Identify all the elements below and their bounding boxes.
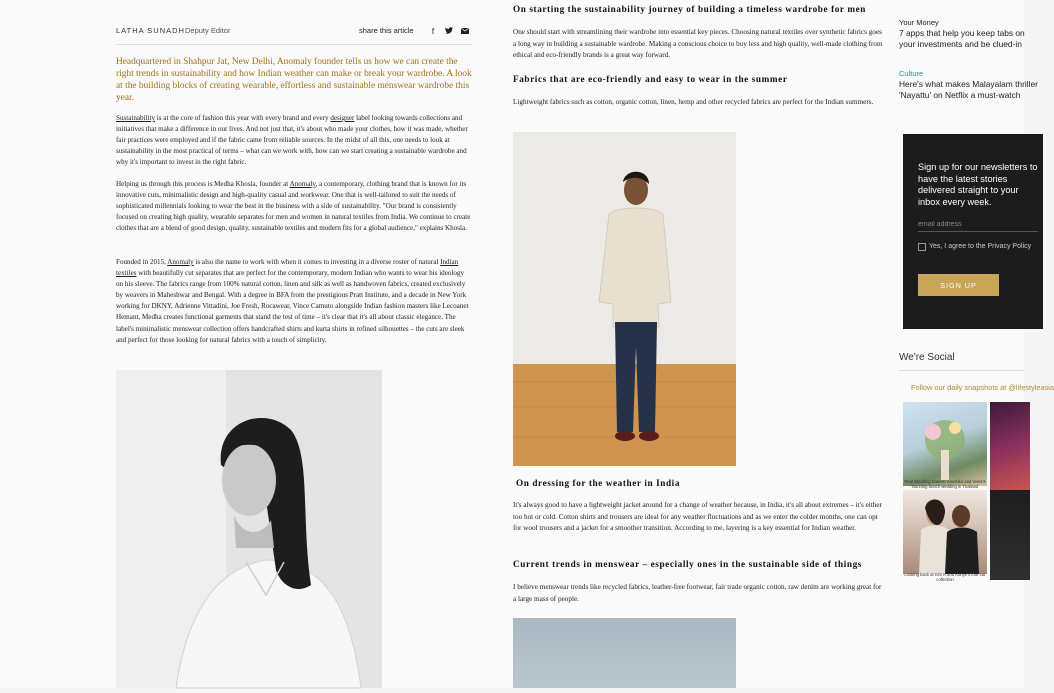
social-heading: We're Social bbox=[899, 352, 955, 363]
section-heading-sustainability-journey: On starting the sustainability journey of building a timeless wardrobe for men bbox=[513, 4, 866, 14]
author-name[interactable]: LATHA SUNADH bbox=[116, 26, 185, 35]
article-image-bottom bbox=[513, 618, 736, 688]
divider bbox=[899, 370, 1024, 371]
section-heading-weather: On dressing for the weather in India bbox=[516, 478, 681, 488]
facebook-icon[interactable]: f bbox=[431, 27, 435, 36]
share-label: share this article bbox=[359, 26, 414, 35]
paragraph-text: is at the core of fashion this year with every brand and every bbox=[155, 114, 331, 122]
indian-textiles-link[interactable]: Indian textiles bbox=[116, 258, 459, 278]
paragraph-weather: It's always good to have a lightweight jacket around for a change of weather because, in India, it's all about extremes – it's either too hot or cold. Cotton shirts and trousers are ideal for any weather fluctuations and as we enter the colder months, one can opt for wool trousers and a jacket for a smoother transition. According to me, layering is a key essential for Indian weather. bbox=[513, 501, 882, 532]
paragraph-3 bbox=[116, 257, 472, 346]
section-heading-eco-fabrics: Fabrics that are eco-friendly and easy to wear in the summer bbox=[513, 74, 788, 84]
sidebar-category-your-money[interactable]: Your Money bbox=[899, 18, 939, 27]
paragraph-text: label looking towards collections and initiatives that make a difference in our lives. And not just that, it's about who made your clothes, how it was made, whether fair practices were employed and if the fabric came from reliable sources. In the midst of all this, one needs to look at sustainability in the most practical of terms – what can we work with, how can we start creating a sustainable wardrobe and why it's important to invest in the right fabric. bbox=[116, 114, 468, 167]
newsletter-text: Sign up for our newsletters to have the latest stories delivered straight to your inbox every week. bbox=[918, 162, 1038, 207]
paragraph-2 bbox=[116, 179, 472, 234]
designer-link[interactable]: designer bbox=[330, 114, 355, 122]
email-input[interactable] bbox=[918, 218, 1038, 232]
paragraph-text: Founded in 2015, bbox=[116, 258, 168, 266]
instagram-tile-kim-kanye[interactable] bbox=[903, 490, 987, 574]
sustainability-link[interactable]: Sustainability bbox=[116, 114, 156, 122]
email-icon[interactable] bbox=[460, 27, 470, 36]
instagram-tile-caption: Looking back at Kim K and Kanye's four-car collection bbox=[904, 572, 986, 582]
newsletter-signup bbox=[903, 134, 1043, 329]
anomaly-link-2[interactable]: Anomaly bbox=[167, 258, 194, 266]
instagram-tile-caption: Real Wedding Diaries: Anushka and Vivek's stunning beach wedding in Thailand bbox=[904, 479, 986, 489]
instagram-follow-link[interactable]: Follow our daily snapshots at @lifestyleasia bbox=[911, 383, 1054, 392]
paragraph-text: , a contemporary, clothing brand that is known for its innovative cuts, minimalistic design and high-quality casual and workwear. One that is well-tailored to suit the needs of sophisticated millennials looking to wear the best in the business with a side of sustainability. "Our brand is consistently focused on creating high quality, wearable separates for men and women in natural textiles from India. We continue to create clothes that are a blend of good design, quality, sustainable textiles and modern fits for a global audience," explains Khosla. bbox=[116, 180, 471, 233]
sidebar-category-culture[interactable]: Culture bbox=[899, 69, 924, 78]
paragraph-text: is also the name to work with when it comes to investing in a diverse roster of natural bbox=[193, 258, 441, 266]
paragraph-text: Helping us through this process is Medha Khosla, founder at bbox=[116, 180, 290, 188]
paragraph-eco-fabrics: Lightweight fabrics such as cotton, organic cotton, linen, hemp and other recycled fabrics are perfect for the Indian summers. bbox=[513, 98, 874, 106]
paragraph-1 bbox=[116, 113, 472, 168]
author-role: Deputy Editor bbox=[185, 26, 231, 35]
privacy-agree-label: Yes, I agree to the Privacy Policy bbox=[929, 243, 1032, 250]
sign-up-button[interactable]: SIGN UP bbox=[918, 274, 999, 296]
sidebar-teaser-apps[interactable]: 7 apps that help you keep tabs on your investments and be clued-in bbox=[899, 28, 1025, 49]
paragraph-text: with beautifully cut separates that are perfect for the contemporary, modern Indian who wants to wear his ideology on his sleeve. The fabrics range from 100% natural cotton, linen and silk as well as handwoven fabrics, created exclusively by weavers in Maheshwar and Bengal. With a degree in BFA from the prestigious Pratt Institute, and a decade in New York working for DKNY, Adrienne Vittadini, Joe Fresh, Rocawear, Vince Camuto alongside Indian fashion masters like Lecoanet Hemant, Medha creates functional garments that stand the test of time – it's clear that it's all about classic elegance. The label's minimalistic menswear collection offers handcrafted shirts and kurta shirts in refined silhouettes – the cuts are sleek and perfect for those looking for natural fabrics with a touch of simplicity. bbox=[116, 269, 469, 344]
instagram-tile-4[interactable] bbox=[990, 490, 1030, 580]
instagram-tile-2[interactable] bbox=[990, 402, 1030, 490]
sidebar bbox=[899, 0, 1054, 688]
founder-portrait-image bbox=[116, 370, 382, 688]
paragraph-current-trends: I believe menswear trends like recycled fabrics, leather-free footwear, fair trade organic cotton, raw denim are working great for a large mass of people. bbox=[513, 583, 882, 603]
privacy-checkbox[interactable] bbox=[918, 243, 926, 251]
menswear-model-image bbox=[513, 132, 736, 466]
article-lede: Headquartered in Shahpur Jat, New Delhi, Anomaly founder tells us how we can create the right trends in sustainability and how Indian weather can make or break your wardrobe. A look at the building blocks of creating wearable, effortless and sustainable menswear wardrobe this year. bbox=[116, 57, 472, 103]
sidebar-teaser-nayattu[interactable]: Here's what makes Malayalam thriller 'Nayattu' on Netflix a must-watch bbox=[899, 79, 1038, 100]
section-heading-current-trends: Current trends in menswear – especially ones in the sustainable side of things bbox=[513, 559, 862, 569]
anomaly-link[interactable]: Anomaly bbox=[289, 180, 316, 188]
twitter-icon[interactable] bbox=[444, 27, 454, 36]
paragraph-sustainability-journey: One should start with streamlining their wardrobe into essential key pieces. Choosing natural textiles over synthetic fabrics goes a long way in building a sustainable wardrobe. Making a conscious choice to buy less and high quality, well-made clothing from ethical and eco-friendly brands is a great way forward. bbox=[513, 28, 883, 59]
instagram-tile-wedding[interactable] bbox=[903, 402, 987, 486]
byline bbox=[116, 25, 472, 45]
